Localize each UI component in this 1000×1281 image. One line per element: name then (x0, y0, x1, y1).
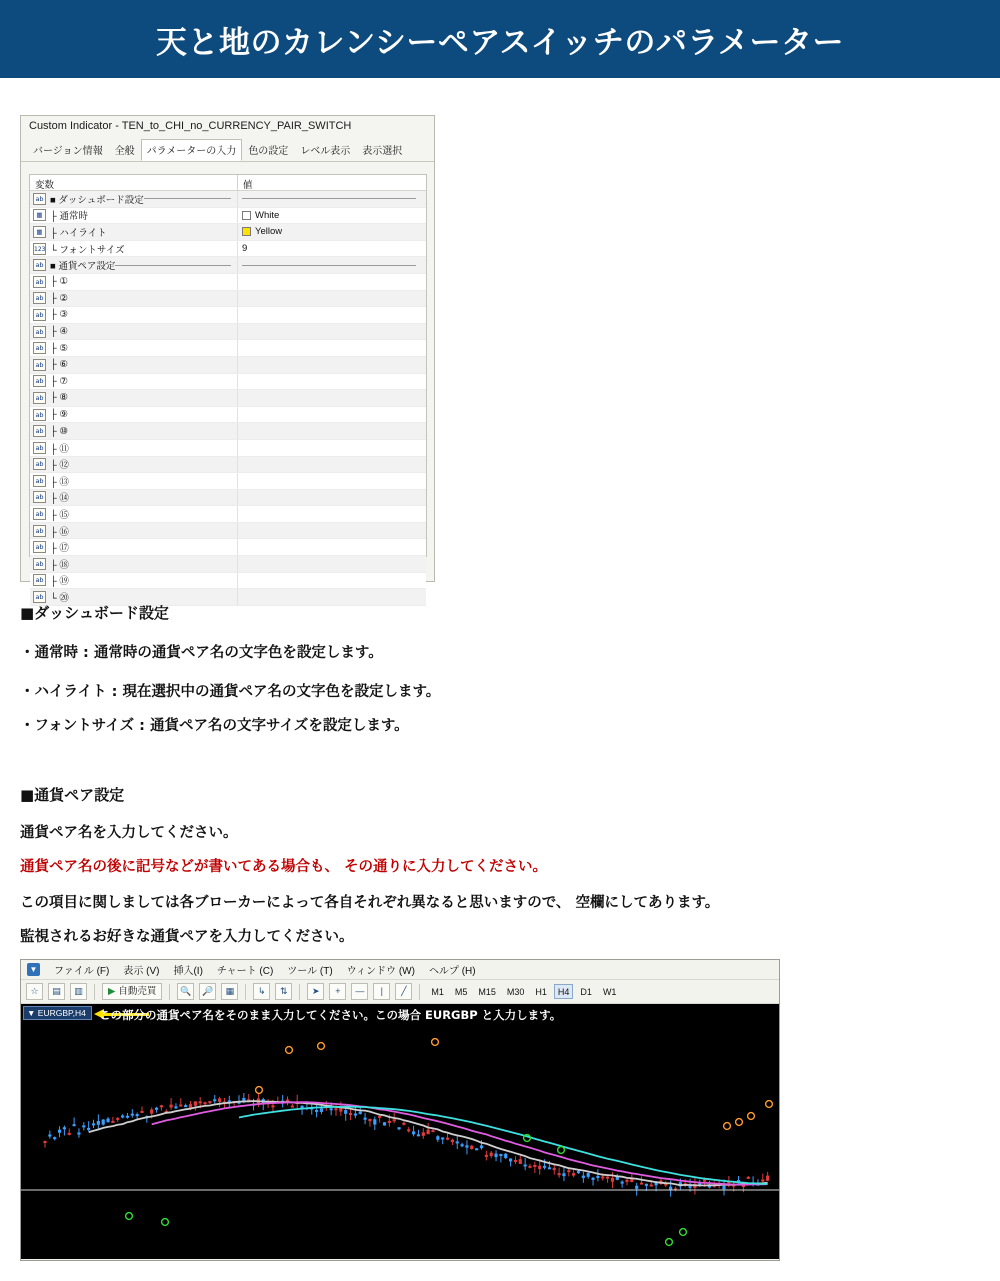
string-param-icon: ab (33, 326, 46, 338)
dialog-tab[interactable]: バージョン情報 (33, 146, 103, 157)
parameter-value-cell[interactable] (238, 589, 426, 605)
string-param-icon: ab (33, 292, 46, 304)
dialog-tab[interactable]: 表示選択 (362, 146, 403, 157)
parameter-label: ├ 通常時 (50, 211, 88, 223)
parameter-value-cell[interactable] (238, 374, 426, 390)
parameter-variable-cell (30, 191, 238, 207)
parameter-row[interactable] (30, 257, 426, 274)
price-chart-svg (21, 1004, 779, 1259)
dialog-tab[interactable]: 全般 (114, 146, 135, 157)
parameter-variable-cell (30, 291, 238, 307)
section1-line-3: ・フォントサイズ : 通貨ペア名の文字サイズを設定します。 (20, 718, 409, 734)
string-param-icon: ab (33, 309, 46, 321)
string-param-icon: ab (33, 259, 46, 271)
parameter-value-cell[interactable] (238, 291, 426, 307)
parameter-row[interactable] (30, 539, 426, 556)
string-param-icon: ab (33, 591, 46, 603)
parameter-row[interactable] (30, 324, 426, 341)
grid-header-row (30, 175, 426, 191)
parameter-label: ├ ⑥ (50, 359, 68, 371)
parameter-variable-cell (30, 224, 238, 240)
page-header-banner (0, 0, 1000, 78)
dialog-tab[interactable]: パラメーターの入力 (141, 139, 243, 161)
section-divider (115, 265, 231, 266)
parameter-value-cell[interactable] (238, 340, 426, 356)
zoom-out-icon[interactable]: 🔎 (199, 983, 216, 1000)
dialog-title: Custom Indicator - TEN_to_CHI_no_CURRENCY_PAIR_SWITCH (29, 120, 352, 132)
parameter-value-cell[interactable] (238, 573, 426, 589)
section2-line-2-warning: 通貨ペア名の後に記号などが書いてある場合も、 その通りに入力してください。 (20, 859, 548, 875)
parameter-row[interactable] (30, 490, 426, 507)
string-param-icon: ab (33, 525, 46, 537)
color-param-icon: ▦ (33, 226, 46, 238)
parameter-label: ├ ⑧ (50, 392, 68, 404)
string-param-icon: ab (33, 558, 46, 570)
parameter-row[interactable] (30, 191, 426, 208)
parameter-variable-cell (30, 473, 238, 489)
mt4-menu-item[interactable]: 挿入(I) (173, 966, 203, 977)
parameter-label: ├ ④ (50, 326, 68, 338)
mt4-menu-item[interactable]: ウィンドウ (W) (346, 966, 415, 977)
new-chart-icon[interactable]: ☆ (26, 983, 43, 1000)
symbol-tab[interactable] (23, 1006, 92, 1020)
mt4-menu-item[interactable]: ツール (T) (287, 966, 333, 977)
parameter-value-cell[interactable] (238, 191, 426, 207)
string-param-icon: ab (33, 409, 46, 421)
autotrade-button[interactable] (102, 983, 162, 1000)
string-param-icon: ab (33, 458, 46, 470)
mt4-menu-item[interactable]: ファイル (F) (54, 966, 110, 977)
parameter-variable-cell (30, 208, 238, 224)
timeframe-button[interactable]: H4 (554, 984, 574, 999)
parameter-row[interactable] (30, 224, 426, 241)
parameter-label: ├ ⑰ (50, 543, 69, 555)
toolbar-separator (94, 984, 95, 1000)
section-divider (242, 198, 416, 199)
parameter-value-cell[interactable] (238, 224, 426, 240)
dialog-tab[interactable]: 色の設定 (248, 146, 289, 157)
parameter-row[interactable] (30, 241, 426, 258)
grid-body[interactable] (30, 191, 426, 606)
parameter-value-cell[interactable] (238, 324, 426, 340)
chart-annotation-text: この部分の通貨ペア名をそのまま入力してください。この場合 EURGBP と入力します。 (99, 1008, 562, 1022)
toolbar-separator (245, 984, 246, 1000)
color-param-icon: ▦ (33, 209, 46, 221)
parameter-variable-cell (30, 307, 238, 323)
section1-line-2: ・ハイライト : 現在選択中の通貨ペア名の文字色を設定します。 (20, 684, 441, 700)
dialog-tab[interactable]: レベル表示 (300, 146, 351, 157)
parameter-value-cell[interactable] (238, 556, 426, 572)
parameter-value-cell[interactable] (238, 208, 426, 224)
cursor-icon[interactable]: ➤ (307, 983, 324, 1000)
section1-line-1: ・通常時 : 通常時の通貨ペア名の文字色を設定します。 (20, 645, 383, 661)
parameter-label: ├ ⑲ (50, 576, 69, 588)
parameter-variable-cell (30, 440, 238, 456)
section-divider (144, 198, 231, 199)
section2-line-4: 監視されるお好きな通貨ペアを入力してください。 (20, 929, 354, 945)
parameter-row[interactable] (30, 340, 426, 357)
parameter-variable-cell (30, 357, 238, 373)
string-param-icon: ab (33, 491, 46, 503)
parameter-value-cell[interactable] (238, 490, 426, 506)
parameter-row[interactable] (30, 407, 426, 424)
parameter-variable-cell (30, 457, 238, 473)
timeframe-button[interactable]: D1 (580, 987, 592, 997)
dialog-tab-strip[interactable] (21, 138, 434, 162)
timeframe-button[interactable]: M5 (454, 987, 468, 997)
string-param-icon: ab (33, 359, 46, 371)
parameter-label: ├ ② (50, 292, 68, 304)
parameter-label: ├ ① (50, 276, 68, 288)
section2-line-1: 通貨ペア名を入力してください。 (20, 825, 238, 841)
parameter-label: ├ ⑭ (50, 493, 69, 505)
parameter-label: ├ ⑬ (50, 476, 69, 488)
toolbar-separator (169, 984, 170, 1000)
crosshair-icon[interactable]: + (329, 983, 346, 1000)
dialog-titlebar (21, 116, 434, 138)
parameter-row[interactable] (30, 357, 426, 374)
parameter-variable-cell (30, 506, 238, 522)
mt4-menu-item[interactable]: チャート (C) (216, 966, 274, 977)
autotrade-icon: ▶ (108, 986, 116, 997)
color-swatch (242, 211, 251, 220)
chart-shift-icon[interactable]: ↳ (253, 983, 270, 1000)
parameter-row[interactable] (30, 291, 426, 308)
page-title: 天と地のカレンシーペアスイッチのパラメーター (155, 24, 845, 61)
parameter-value: White (255, 209, 280, 221)
parameter-variable-cell (30, 274, 238, 290)
parameter-row[interactable] (30, 307, 426, 324)
parameter-variable-cell (30, 374, 238, 390)
horizontal-line-icon[interactable]: — (351, 983, 368, 1000)
parameter-row[interactable] (30, 390, 426, 407)
parameter-label: ├ ⑱ (50, 559, 69, 571)
parameter-row[interactable] (30, 440, 426, 457)
parameter-value-cell[interactable] (238, 539, 426, 555)
parameter-row[interactable] (30, 208, 426, 225)
timeframe-button[interactable]: M15 (478, 987, 496, 997)
timeframe-button[interactable]: W1 (602, 987, 617, 997)
parameter-value-cell[interactable] (238, 407, 426, 423)
string-param-icon: ab (33, 392, 46, 404)
auto-scroll-icon[interactable]: ▦ (221, 983, 238, 1000)
parameter-label: ├ ハイライト (50, 227, 107, 239)
string-param-icon: ab (33, 475, 46, 487)
timeframe-group[interactable] (427, 984, 620, 999)
parameter-row[interactable] (30, 423, 426, 440)
parameter-label: ├ ⑮ (50, 510, 69, 522)
section-divider (242, 265, 416, 266)
parameter-variable-cell (30, 556, 238, 572)
section2-line-3: この項目に関しましては各ブローカーによって各自それぞれ異なると思いますので、 空欄にしてあります。 (20, 895, 720, 911)
mt4-menu-item[interactable]: 表示 (V) (123, 966, 160, 977)
parameter-row[interactable] (30, 523, 426, 540)
parameter-label: ├ ③ (50, 309, 68, 321)
number-param-icon: 123 (33, 243, 46, 255)
parameter-value-cell[interactable] (238, 457, 426, 473)
column-header-variable: 変数 (30, 175, 238, 190)
custom-indicator-dialog (20, 115, 435, 605)
parameter-value-cell[interactable] (238, 390, 426, 406)
symbol-tab-caret-icon: ▼ (27, 1008, 38, 1018)
column-header-value: 値 (243, 180, 253, 191)
parameter-value-cell[interactable] (238, 506, 426, 522)
parameter-label: ■ ダッシュボード設定 (50, 194, 144, 206)
parameter-row[interactable] (30, 274, 426, 291)
parameter-value-cell[interactable] (238, 357, 426, 373)
symbol-tab-label: EURGBP,H4 (37, 1008, 86, 1018)
parameter-value: Yellow (255, 226, 283, 238)
section2-heading: ■通貨ペア設定 (20, 786, 125, 804)
mt4-toolbar[interactable] (21, 980, 779, 1004)
parameter-variable-cell (30, 340, 238, 356)
parameter-label: ├ ⑤ (50, 342, 68, 354)
parameter-row[interactable] (30, 374, 426, 391)
parameter-variable-cell (30, 241, 238, 257)
section1-heading: ■ダッシュボード設定 (20, 604, 169, 622)
mt4-logo-icon: ▼ (27, 963, 40, 976)
timeframe-button[interactable]: M1 (431, 987, 444, 997)
string-param-icon: ab (33, 508, 46, 520)
parameter-variable-cell (30, 490, 238, 506)
string-param-icon: ab (33, 541, 46, 553)
parameter-value: 9 (242, 243, 248, 255)
parameter-value-cell[interactable] (238, 307, 426, 323)
parameter-value-cell[interactable] (238, 523, 426, 539)
string-param-icon: ab (33, 342, 46, 354)
templates-icon[interactable]: ▥ (70, 983, 87, 1000)
parameter-value-cell[interactable] (238, 241, 426, 257)
parameter-row[interactable] (30, 473, 426, 490)
parameter-variable-cell (30, 257, 238, 273)
parameter-variable-cell (30, 423, 238, 439)
parameter-value-cell[interactable] (238, 257, 426, 273)
parameter-value-cell[interactable] (238, 440, 426, 456)
mt4-terminal-window (20, 959, 780, 1261)
parameter-row[interactable] (30, 556, 426, 573)
indicators-icon[interactable]: ⇅ (275, 983, 292, 1000)
parameter-variable-cell (30, 324, 238, 340)
parameter-label: ■ 通貨ペア設定 (50, 261, 116, 273)
parameter-row[interactable] (30, 573, 426, 590)
parameter-variable-cell (30, 573, 238, 589)
string-param-icon: ab (33, 375, 46, 387)
parameter-variable-cell (30, 523, 238, 539)
parameter-label: ├ ⑦ (50, 375, 68, 387)
parameter-row[interactable] (30, 506, 426, 523)
autotrade-label: 自動売買 (118, 986, 157, 997)
toolbar-separator (299, 984, 300, 1000)
profiles-icon[interactable]: ▤ (48, 983, 65, 1000)
mt4-menu-bar[interactable] (21, 960, 779, 980)
parameter-variable-cell (30, 539, 238, 555)
string-param-icon: ab (33, 574, 46, 586)
string-param-icon: ab (33, 442, 46, 454)
parameter-variable-cell (30, 390, 238, 406)
parameters-grid[interactable] (29, 174, 427, 605)
parameter-label: ├ ⑯ (50, 526, 69, 538)
string-param-icon: ab (33, 193, 46, 205)
parameter-label: └ ⑳ (50, 593, 69, 605)
parameter-value-cell[interactable] (238, 274, 426, 290)
parameter-value-cell[interactable] (238, 423, 426, 439)
parameter-label: └ フォントサイズ (50, 244, 125, 256)
parameter-value-cell[interactable] (238, 473, 426, 489)
color-swatch (242, 227, 251, 236)
timeframe-button[interactable]: M30 (506, 987, 525, 997)
zoom-in-icon[interactable]: 🔍 (177, 983, 194, 1000)
parameter-row[interactable] (30, 457, 426, 474)
parameter-label: ├ ⑨ (50, 409, 68, 421)
timeframe-button[interactable]: H1 (535, 987, 547, 997)
parameter-label: ├ ⑩ (50, 425, 68, 437)
vertical-line-icon[interactable]: | (373, 983, 390, 1000)
toolbar-separator (419, 984, 420, 1000)
parameter-label: ├ ⑫ (50, 460, 69, 472)
string-param-icon: ab (33, 276, 46, 288)
parameter-variable-cell (30, 407, 238, 423)
chart-canvas[interactable] (21, 1004, 779, 1259)
string-param-icon: ab (33, 425, 46, 437)
trendline-icon[interactable]: ╱ (395, 983, 412, 1000)
mt4-menu-item[interactable]: ヘルプ (H) (428, 966, 476, 977)
parameter-label: ├ ⑪ (50, 443, 69, 455)
